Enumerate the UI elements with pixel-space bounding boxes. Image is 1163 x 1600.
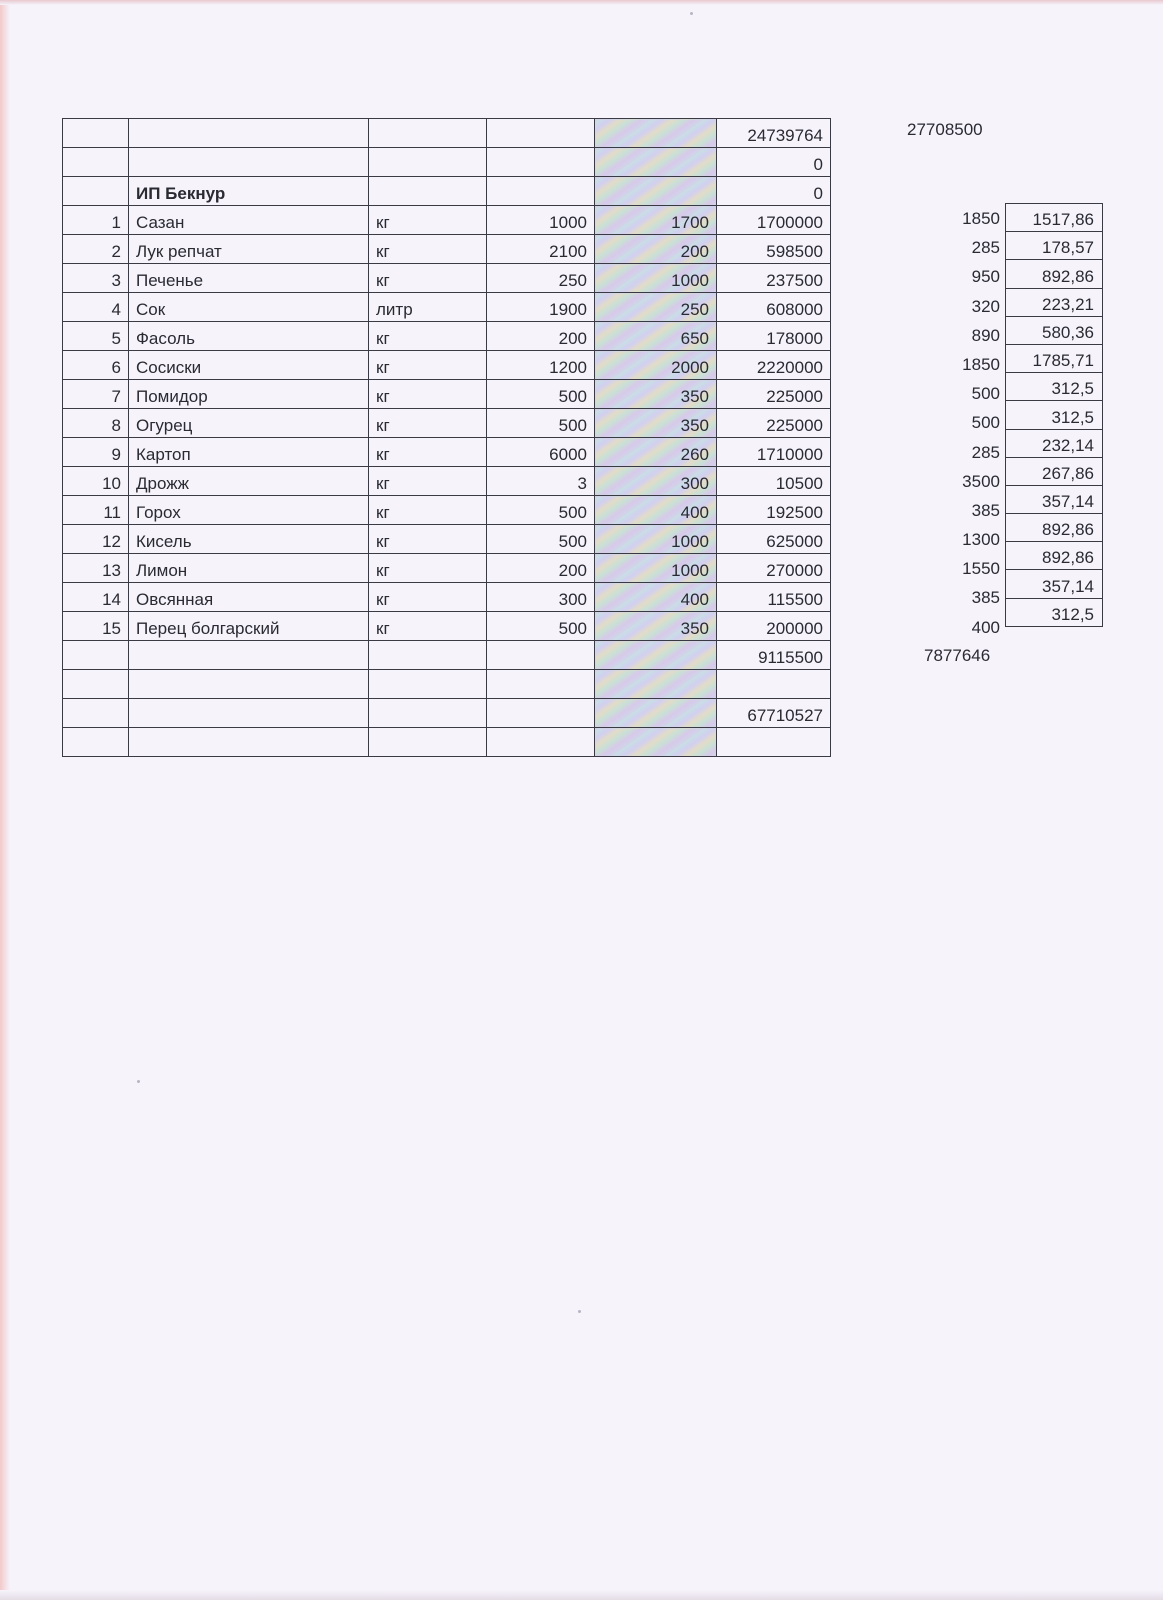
item-name-cell: Сазан [129, 206, 369, 235]
row-number-cell: 4 [63, 293, 129, 322]
price-cell: 400 [595, 496, 717, 525]
price-cell: 200 [595, 235, 717, 264]
table-row-header [63, 119, 831, 148]
sum-cell: 0 [717, 148, 831, 177]
table-row [63, 409, 831, 438]
price-cell [595, 177, 717, 206]
table-row [63, 583, 831, 612]
row-number-cell: 9 [63, 438, 129, 467]
boxed-row [1006, 373, 1103, 401]
item-name-cell: ИП Бекнур [129, 177, 369, 206]
price-cell: 350 [595, 409, 717, 438]
boxed-row [1006, 232, 1103, 260]
table-row [63, 525, 831, 554]
quantity-cell: 1900 [487, 293, 595, 322]
table-row [63, 496, 831, 525]
boxed-row [1006, 401, 1103, 429]
sum-cell: 625000 [717, 525, 831, 554]
unit-cell: кг [369, 583, 487, 612]
sum-cell: 67710527 [717, 699, 831, 728]
right-boxed-table [1005, 203, 1103, 627]
unit-cell: кг [369, 235, 487, 264]
sum-cell: 192500 [717, 496, 831, 525]
quantity-cell: 200 [487, 322, 595, 351]
right-value: 1300 [962, 530, 1000, 550]
boxed-value: 1785,71 [1006, 344, 1103, 372]
table-row [63, 351, 831, 380]
quantity-cell [487, 699, 595, 728]
quantity-cell [487, 119, 595, 148]
boxed-row [1006, 316, 1103, 344]
quantity-cell: 300 [487, 583, 595, 612]
boxed-row [1006, 429, 1103, 457]
boxed-row [1006, 260, 1103, 288]
table-row [63, 467, 831, 496]
price-cell: 400 [595, 583, 717, 612]
right-top-total: 27708500 [907, 120, 983, 139]
boxed-value: 312,5 [1006, 598, 1103, 626]
row-number-cell: 5 [63, 322, 129, 351]
boxed-value: 312,5 [1006, 373, 1103, 401]
supply-table-body [63, 119, 831, 757]
row-number-cell: 15 [63, 612, 129, 641]
price-cell: 1700 [595, 206, 717, 235]
price-cell [595, 699, 717, 728]
row-number-cell: 10 [63, 467, 129, 496]
item-name-cell: Огурец [129, 409, 369, 438]
boxed-value: 223,21 [1006, 288, 1103, 316]
row-number-cell [63, 670, 129, 699]
supply-table [62, 118, 831, 757]
item-name-cell: Перец болгарский [129, 612, 369, 641]
row-number-cell: 12 [63, 525, 129, 554]
row-number-cell: 2 [63, 235, 129, 264]
sum-cell: 270000 [717, 554, 831, 583]
quantity-cell: 2100 [487, 235, 595, 264]
row-number-cell: 11 [63, 496, 129, 525]
scan-speck [690, 12, 693, 15]
right-value: 1550 [962, 559, 1000, 579]
quantity-cell: 500 [487, 409, 595, 438]
quantity-cell [487, 148, 595, 177]
boxed-value: 232,14 [1006, 429, 1103, 457]
sum-cell: 225000 [717, 409, 831, 438]
sum-cell: 0 [717, 177, 831, 206]
unit-cell: кг [369, 264, 487, 293]
quantity-cell: 500 [487, 525, 595, 554]
item-name-cell: Печенье [129, 264, 369, 293]
item-name-cell [129, 699, 369, 728]
boxed-value: 1517,86 [1006, 204, 1103, 232]
unit-cell: кг [369, 438, 487, 467]
table-row [63, 612, 831, 641]
quantity-cell: 500 [487, 612, 595, 641]
table-row [63, 554, 831, 583]
quantity-cell: 250 [487, 264, 595, 293]
row-number-cell: 3 [63, 264, 129, 293]
item-name-cell [129, 670, 369, 699]
item-name-cell: Дрожж [129, 467, 369, 496]
table-row [63, 293, 831, 322]
price-cell: 300 [595, 467, 717, 496]
right-value: 950 [971, 267, 1000, 287]
row-number-cell [63, 177, 129, 206]
item-name-cell: Сосиски [129, 351, 369, 380]
right-value: 500 [971, 413, 1000, 433]
item-name-cell: Картоп [129, 438, 369, 467]
right-value: 890 [971, 325, 1000, 345]
unit-cell: кг [369, 351, 487, 380]
price-cell: 1000 [595, 554, 717, 583]
quantity-cell: 500 [487, 380, 595, 409]
item-name-cell: Лук репчат [129, 235, 369, 264]
boxed-row [1006, 514, 1103, 542]
sum-cell: 1700000 [717, 206, 831, 235]
right-value: 285 [971, 442, 1000, 462]
sum-cell: 115500 [717, 583, 831, 612]
sum-cell: 608000 [717, 293, 831, 322]
price-cell: 650 [595, 322, 717, 351]
sum-cell: 598500 [717, 235, 831, 264]
table-row [63, 235, 831, 264]
unit-cell: кг [369, 525, 487, 554]
sum-cell: 237500 [717, 264, 831, 293]
boxed-value: 312,5 [1006, 401, 1103, 429]
row-number-cell [63, 119, 129, 148]
item-name-cell [129, 728, 369, 757]
boxed-row [1006, 457, 1103, 485]
quantity-cell: 500 [487, 496, 595, 525]
quantity-cell [487, 177, 595, 206]
row-number-cell [63, 699, 129, 728]
quantity-cell: 1000 [487, 206, 595, 235]
price-cell: 350 [595, 612, 717, 641]
row-number-cell: 13 [63, 554, 129, 583]
price-cell: 250 [595, 293, 717, 322]
unit-cell: кг [369, 380, 487, 409]
price-cell [595, 670, 717, 699]
right-boxed-table-body [1006, 204, 1103, 627]
table-row-header [63, 177, 831, 206]
row-number-cell: 7 [63, 380, 129, 409]
right-value: 385 [971, 588, 1000, 608]
row-number-cell [63, 728, 129, 757]
quantity-cell [487, 728, 595, 757]
item-name-cell: Кисель [129, 525, 369, 554]
table-row [63, 206, 831, 235]
price-cell: 350 [595, 380, 717, 409]
boxed-value: 178,57 [1006, 232, 1103, 260]
unit-cell [369, 119, 487, 148]
item-name-cell: Фасоль [129, 322, 369, 351]
row-number-cell [63, 641, 129, 670]
item-name-cell: Помидор [129, 380, 369, 409]
row-number-cell: 14 [63, 583, 129, 612]
row-number-cell: 8 [63, 409, 129, 438]
boxed-row [1006, 204, 1103, 232]
row-number-cell: 6 [63, 351, 129, 380]
scan-edge-top [0, 0, 1163, 5]
table-row [63, 380, 831, 409]
boxed-value: 892,86 [1006, 542, 1103, 570]
boxed-value: 357,14 [1006, 485, 1103, 513]
unit-cell: кг [369, 612, 487, 641]
item-name-cell: Сок [129, 293, 369, 322]
unit-cell: кг [369, 554, 487, 583]
table-row-total [63, 670, 831, 699]
table-row-header [63, 148, 831, 177]
row-number-cell: 1 [63, 206, 129, 235]
scan-speck [137, 1080, 140, 1083]
table-row [63, 438, 831, 467]
unit-cell [369, 177, 487, 206]
right-value: 3500 [962, 471, 1000, 491]
quantity-cell: 200 [487, 554, 595, 583]
unit-cell: кг [369, 206, 487, 235]
boxed-value: 892,86 [1006, 514, 1103, 542]
boxed-row [1006, 288, 1103, 316]
boxed-value: 892,86 [1006, 260, 1103, 288]
quantity-cell: 1200 [487, 351, 595, 380]
boxed-value: 357,14 [1006, 570, 1103, 598]
sum-cell: 1710000 [717, 438, 831, 467]
sum-cell: 9115500 [717, 641, 831, 670]
unit-cell: кг [369, 322, 487, 351]
item-name-cell: Горох [129, 496, 369, 525]
sum-cell: 2220000 [717, 351, 831, 380]
scan-edge-bottom [0, 1590, 1163, 1600]
sum-cell: 225000 [717, 380, 831, 409]
boxed-row [1006, 485, 1103, 513]
right-value: 285 [971, 238, 1000, 258]
right-values-column [925, 204, 1008, 642]
item-name-cell [129, 641, 369, 670]
sum-cell: 200000 [717, 612, 831, 641]
price-cell: 260 [595, 438, 717, 467]
right-value: 1850 [962, 209, 1000, 228]
unit-cell: кг [369, 409, 487, 438]
row-number-cell [63, 148, 129, 177]
price-cell: 1000 [595, 525, 717, 554]
unit-cell: кг [369, 467, 487, 496]
quantity-cell: 6000 [487, 438, 595, 467]
right-value: 1850 [962, 354, 1000, 374]
price-cell: 1000 [595, 264, 717, 293]
right-value: 320 [971, 296, 1000, 316]
right-value: 400 [971, 617, 1000, 637]
item-name-cell: Лимон [129, 554, 369, 583]
sum-cell [717, 728, 831, 757]
price-cell [595, 119, 717, 148]
unit-cell [369, 728, 487, 757]
sum-cell: 178000 [717, 322, 831, 351]
boxed-value: 267,86 [1006, 457, 1103, 485]
sum-cell [717, 670, 831, 699]
quantity-cell [487, 641, 595, 670]
unit-cell [369, 670, 487, 699]
boxed-row [1006, 570, 1103, 598]
table-row-total [63, 728, 831, 757]
table-row-total [63, 699, 831, 728]
scan-edge-left [0, 0, 10, 1600]
boxed-value: 580,36 [1006, 316, 1103, 344]
item-name-cell [129, 119, 369, 148]
price-cell [595, 641, 717, 670]
table-row [63, 264, 831, 293]
item-name-cell [129, 148, 369, 177]
quantity-cell: 3 [487, 467, 595, 496]
unit-cell [369, 641, 487, 670]
unit-cell [369, 699, 487, 728]
unit-cell: кг [369, 496, 487, 525]
boxed-row [1006, 344, 1103, 372]
sum-cell: 24739764 [717, 119, 831, 148]
boxed-row [1006, 598, 1103, 626]
sum-cell: 10500 [717, 467, 831, 496]
right-bottom-total: 7877646 [924, 646, 991, 665]
boxed-row [1006, 542, 1103, 570]
price-cell [595, 148, 717, 177]
price-cell: 2000 [595, 351, 717, 380]
unit-cell: литр [369, 293, 487, 322]
unit-cell [369, 148, 487, 177]
table-row-total [63, 641, 831, 670]
right-value: 500 [971, 384, 1000, 404]
scan-speck [578, 1310, 581, 1313]
quantity-cell [487, 670, 595, 699]
item-name-cell: Овсянная [129, 583, 369, 612]
price-cell [595, 728, 717, 757]
table-row [63, 322, 831, 351]
right-value: 385 [971, 500, 1000, 520]
